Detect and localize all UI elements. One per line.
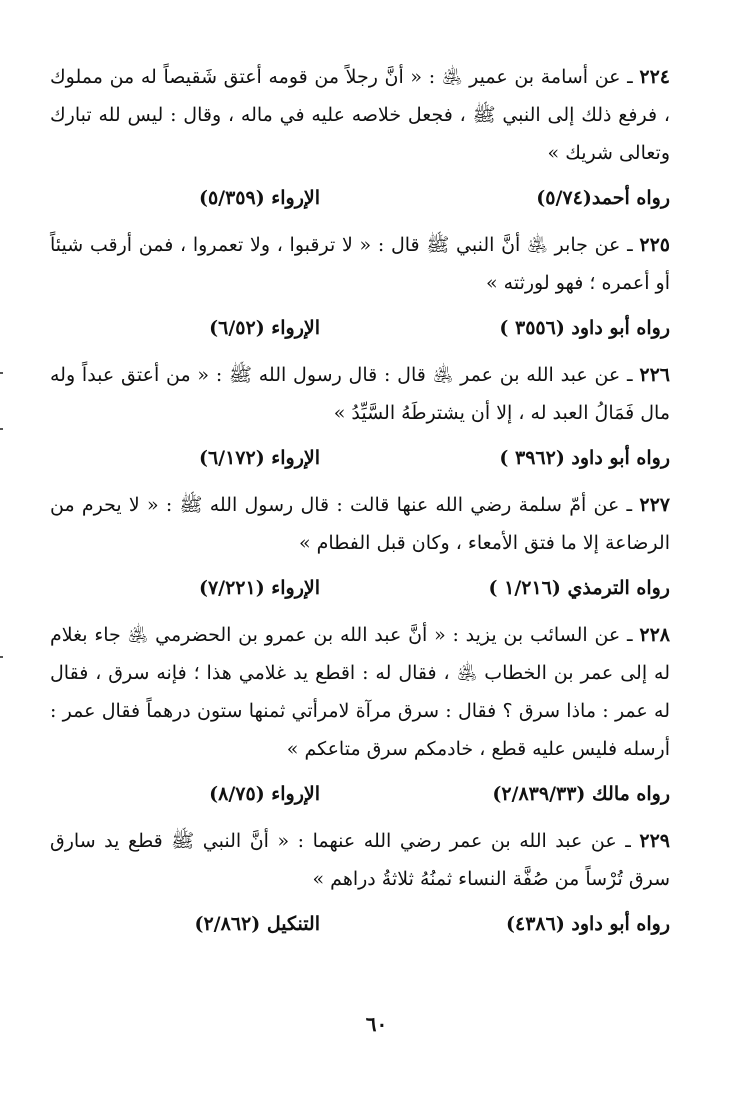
- hadith-reference: الإرواء (٨/٧٥): [209, 783, 320, 805]
- hadith-reference: الإرواء (٦/١٧٢): [198, 447, 320, 469]
- source-line: [50, 902, 670, 946]
- hadith-text: [50, 356, 670, 432]
- hadith-reference: الإرواء (٦/٥٢): [209, 317, 320, 339]
- hadith-number: ٢٢٦: [639, 364, 670, 386]
- hadith-body: ـ عن أسامة بن عمير ﵁ : « أنَّ رجلاً من قومه أعتق شَقيصاً له من مملوك ، فرفع ذلك إلى النبي ﷺ ، فجعل خلاصه عليه في ماله ، وقال : ليس لله تبارك وتعالى شريك »: [50, 66, 670, 164]
- hadith-entry: [50, 356, 670, 480]
- hadith-source: رواه مالك (٢/٨٣٩/٣٣): [492, 783, 670, 805]
- hadith-text: [50, 822, 670, 898]
- hadith-entry: [50, 822, 670, 946]
- hadith-body: ـ عن السائب بن يزيد : « أنَّ عبد الله بن عمرو بن الحضرمي ﵁ جاء بغلام له إلى عمر بن الخطاب ﵁ ، فقال له : اقطع يد غلامي هذا ؛ فإنه سرق ، فقال له عمر : ماذا سرق ؟ فقال : سرق مرآة لامرأتي ثمنها ستون درهماً فقال عمر : أرسله فليس عليه قطع ، خادمكم سرق متاعكم »: [50, 624, 670, 760]
- source-line: [50, 306, 670, 350]
- hadith-text: [50, 58, 670, 172]
- page-number: ٦٠: [365, 1012, 388, 1036]
- hadith-number: ٢٢٤: [639, 66, 671, 88]
- hadith-reference: الإرواء (٥/٣٥٩): [198, 187, 320, 209]
- hadith-reference: التنكيل (٢/٨٦٢): [194, 913, 320, 935]
- hadith-number: ٢٢٩: [639, 830, 671, 852]
- hadith-number: ٢٢٧: [639, 494, 670, 516]
- hadith-body: ـ عن عبد الله بن عمر ﵁ قال : قال رسول الله ﷺ : « من أعتق عبداً وله مال فَمَالُ العبد له ، إلا أن يشترطَهُ السَّيِّدُ »: [50, 364, 670, 424]
- document-page: [50, 58, 670, 952]
- source-line: [50, 176, 670, 220]
- hadith-source: رواه أحمد(٥/٧٤): [536, 187, 670, 209]
- hadith-reference: الإرواء (٧/٢٢١): [198, 577, 320, 599]
- hadith-source: رواه أبو داود (٣٩٦٢ ): [499, 447, 670, 469]
- scan-edge-mark: [0, 372, 3, 374]
- hadith-entry: [50, 226, 670, 350]
- source-line: [50, 772, 670, 816]
- source-line: [50, 566, 670, 610]
- scan-edge-mark: [0, 656, 3, 658]
- source-line: [50, 436, 670, 480]
- hadith-entry: [50, 486, 670, 610]
- hadith-number: ٢٢٨: [639, 624, 670, 646]
- hadith-source: رواه الترمذي (١/٢١٦ ): [488, 577, 670, 599]
- hadith-source: رواه أبو داود (٣٥٥٦ ): [499, 317, 670, 339]
- hadith-entry: [50, 616, 670, 816]
- hadith-number: ٢٢٥: [639, 234, 670, 256]
- hadith-source: رواه أبو داود (٤٣٨٦): [505, 913, 670, 935]
- scan-edge-mark: [0, 428, 3, 430]
- hadith-body: ـ عن أمّ سلمة رضي الله عنها قالت : قال رسول الله ﷺ : « لا يحرم من الرضاعة إلا ما فتق الأمعاء ، وكان قبل الفطام »: [50, 494, 670, 554]
- hadith-body: ـ عن جابر ﵁ أنَّ النبي ﷺ قال : « لا ترقبوا ، ولا تعمروا ، فمن أرقب شيئاً أو أعمره ؛ فهو لورثته »: [50, 234, 670, 294]
- hadith-body: ـ عن عبد الله بن عمر رضي الله عنهما : « أنَّ النبي ﷺ قطع يد سارق سرق تُرْساً من صُفَّة النساء ثمنُهُ ثلاثةُ دراهم »: [50, 830, 670, 890]
- hadith-text: [50, 486, 670, 562]
- hadith-text: [50, 616, 670, 768]
- hadith-entry: [50, 58, 670, 220]
- hadith-text: [50, 226, 670, 302]
